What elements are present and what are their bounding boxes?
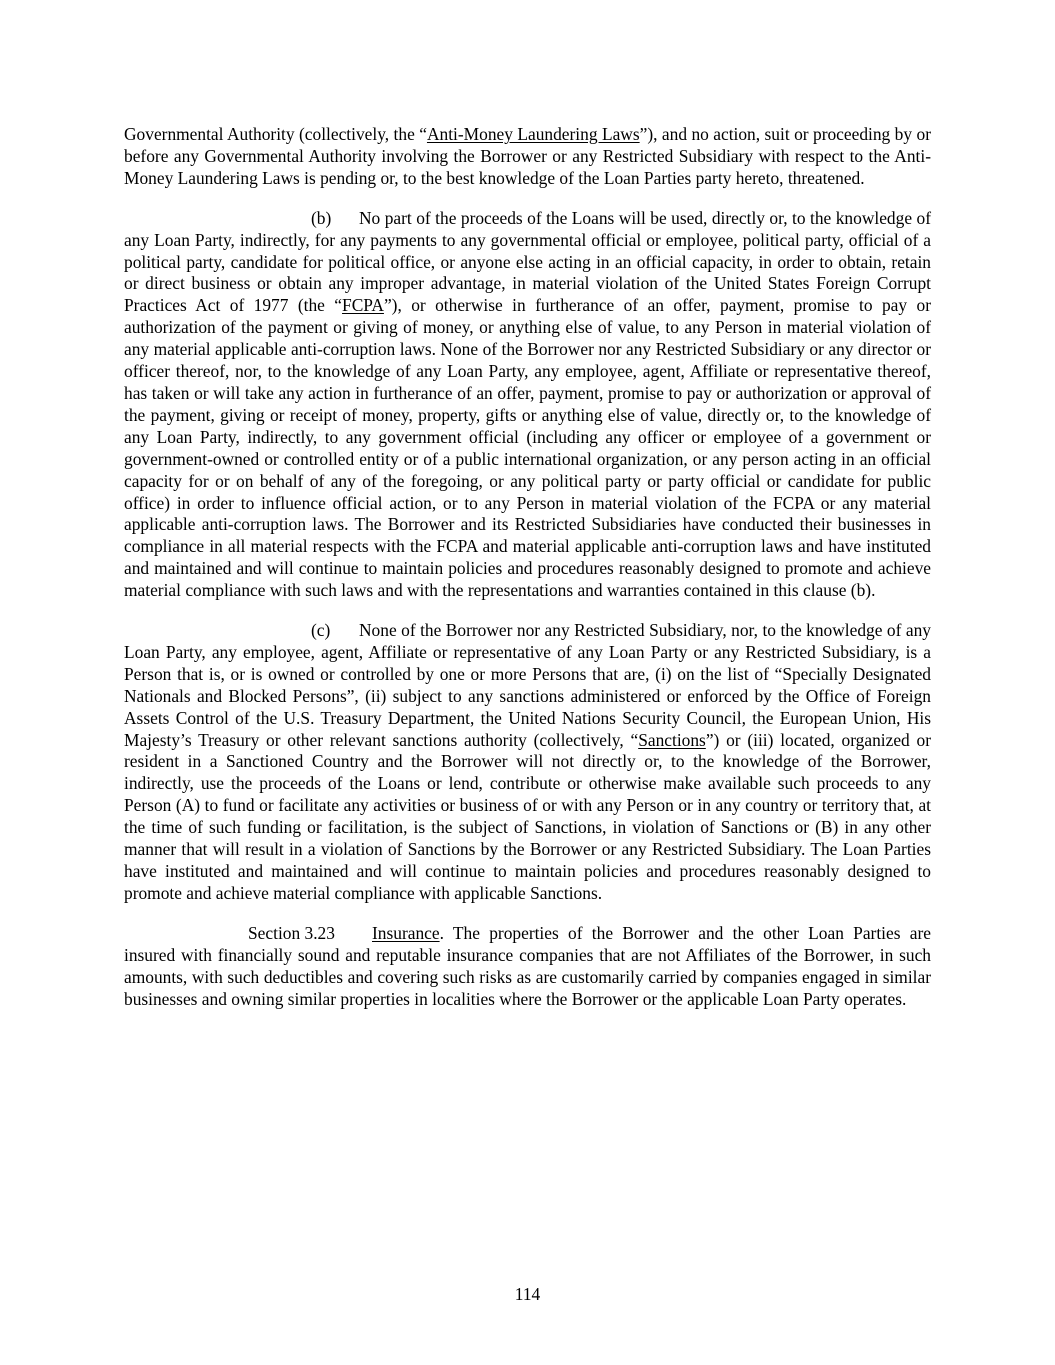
- section-heading-insurance: Insurance: [372, 922, 440, 943]
- paragraph-a-continuation: [124, 124, 931, 190]
- section-3-23: [124, 923, 931, 1011]
- paragraph-text: None of the Borrower nor any Restricted Subsidiary, nor, to the knowledge of any Loan Party, any employee, agent, Affiliate or representative of any Loan Party or any Restricted Subsidiary, is a Person that is, or is owned or controlled by one or more Persons that are, (i) on the list of “Specially Designated Nationals and Blocked Persons”, (ii) subject to any sanctions administered or enforced by the Office of Foreign Assets Control of the U.S. Treasury Department, the United Nations Security Council, the European Union, His Majesty’s Treasury or other relevant sanctions authority (collectively, “: [124, 620, 931, 750]
- clause-label-c: (c): [311, 620, 331, 641]
- paragraph-text: Governmental Authority (collectively, the “: [124, 124, 427, 144]
- document-body: [124, 124, 931, 1028]
- defined-term-fcpa: FCPA: [342, 295, 384, 316]
- paragraph-b: [124, 208, 931, 602]
- clause-label-b: (b): [311, 207, 332, 228]
- page-number: 114: [514, 1284, 541, 1304]
- section-number: Section 3.23: [248, 922, 335, 943]
- paragraph-text: No part of the proceeds of the Loans will be used, directly or, to the knowledge of any Loan Party, indirectly, for any payments to any governmental official or employee, political party, official of a political party, candidate for political office, or anyone else acting in an official capacity, in order to obtain, retain or direct business or obtain any improper advantage, in material violation of the United States Foreign Corrupt Practices Act of 1977 (the “: [124, 207, 931, 316]
- paragraph-text: ”) or (iii) located, organized or resident in a Sanctioned Country and the Borrower will not directly or, to the knowledge of the Borrower, indirectly, use the proceeds of the Loans or lend, contribute or otherwise make available such proceeds to any Person (A) to fund or facilitate any activities or business of or with any Person or in any country or territory that, at the time of such funding or facilitation, is the subject of Sanctions, in violation of Sanctions or (B) in any other manner that will result in a violation of Sanctions by the Borrower or any Restricted Subsidiary. The Loan Parties have instituted and maintained and will continue to maintain policies and procedures reasonably designed to promote and achieve material compliance with applicable Sanctions.: [124, 729, 932, 903]
- paragraph-text: . The properties of the Borrower and the other Loan Parties are insured with financially sound and reputable insurance companies that are not Affiliates of the Borrower, in such amounts, with such deductibles and covering such risks as are customarily carried by companies engaged in similar businesses and owning similar properties in localities where the Borrower or the applicable Loan Party operates.: [124, 922, 931, 1009]
- defined-term-sanctions: Sanctions: [638, 729, 706, 750]
- defined-term-anti-money-laundering-laws: Anti-Money Laundering Laws: [426, 124, 640, 144]
- paragraph-text: ”), and no action, suit or proceeding by or before any Governmental Authority involving the Borrower or any Restricted Subsidiary with respect to the Anti-Money Laundering Laws is pending or, to the best knowledge of the Loan Parties party hereto, threatened.: [124, 124, 931, 188]
- paragraph-c: [124, 620, 931, 905]
- paragraph-text: ”), or otherwise in furtherance of an offer, payment, promise to pay or authorization of the payment or giving of money, or anything else of value, to any Person in material violation of any material applicable anti-corruption laws. None of the Borrower nor any Restricted Subsidiary or any director or officer thereof, nor, to the knowledge of any Loan Party, any employee, agent, Affiliate or representative thereof, has taken or will take any action in furtherance of an offer, payment, promise to pay or authorization or approval of the payment, giving or receipt of money, property, gifts or anything else of value, directly or, to the knowledge of any Loan Party, indirectly, to any government official (including any officer or employee of a government or government-owned or controlled entity or of a public international organization, or any person acting in an official capacity for or on behalf of any of the foregoing, or any political party or party official or candidate for public office) in order to influence official action, or to any Person in material violation of the FCPA or any material applicable anti-corruption laws. The Borrower and its Restricted Subsidiaries have conducted their businesses in compliance in all material respects with the FCPA and material applicable anti-corruption laws and have instituted and maintained and will continue to maintain policies and procedures reasonably designed to promote and achieve material compliance with such laws and with the representations and warranties contained in this clause (b).: [124, 295, 931, 601]
